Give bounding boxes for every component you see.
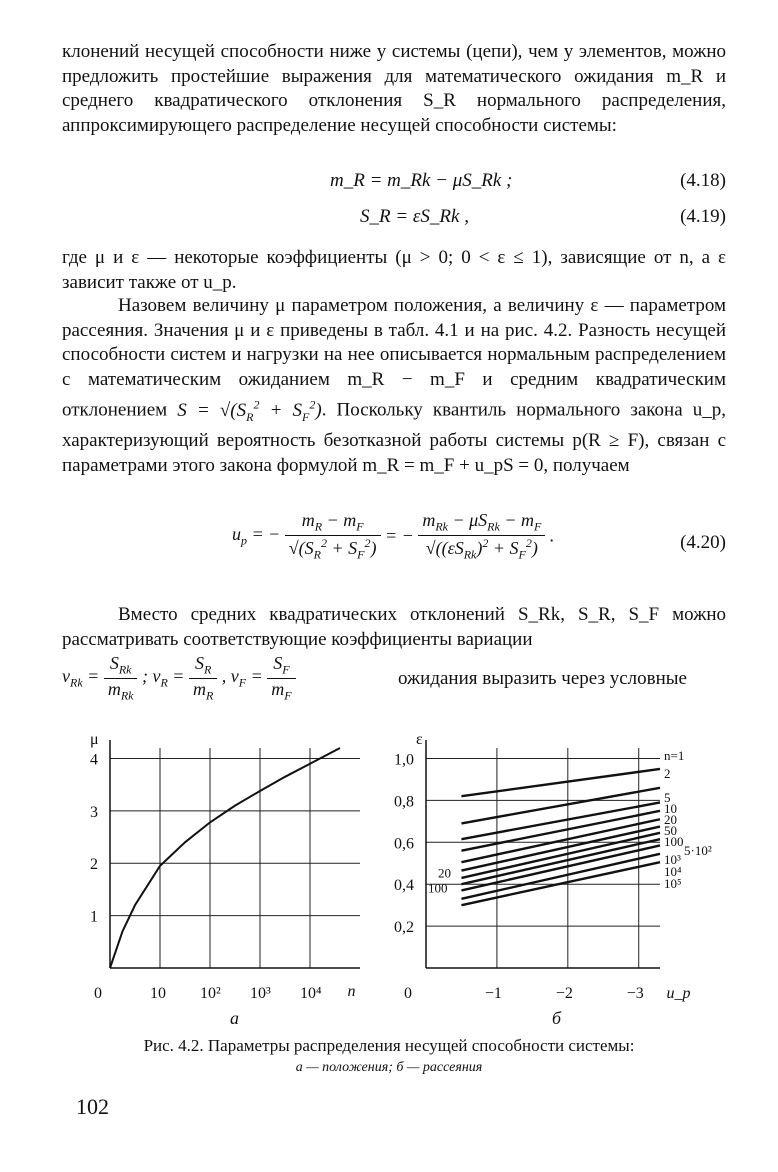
- series-label-right: 10: [664, 801, 677, 816]
- series-label-left: 20: [438, 865, 451, 881]
- chart-b: [390, 728, 730, 1028]
- equation-4-19-text: S_R = εS_Rk ,: [360, 206, 469, 227]
- paragraph-2-text: где μ и ε — некоторые коэффициенты (μ > 0; 0 < ε ≤ 1), зависящие от n, а ε зависит также от u_p.: [62, 247, 726, 293]
- series-label-right: 10³: [664, 852, 681, 867]
- equation-4-18-text: m_R = m_Rk − μS_Rk ;: [330, 170, 513, 191]
- equation-4-18-number: (4.18): [680, 170, 726, 191]
- equation-4-19: [360, 206, 469, 228]
- series-label-right: 100: [664, 834, 684, 849]
- y-tick-label: 0,6: [394, 835, 414, 853]
- series-label-right: 10⁴: [664, 864, 682, 879]
- y-tick-label: 4: [90, 751, 98, 769]
- x-tick-label: 10⁴: [300, 985, 322, 1002]
- x-tick-label: −2: [555, 985, 573, 1002]
- y-tick-label: 2: [90, 856, 98, 874]
- x-tick-label: −3: [626, 985, 644, 1002]
- x-origin-label: 0: [94, 985, 102, 1002]
- x-tick-label: −1: [484, 985, 502, 1002]
- paragraph-3: [62, 294, 726, 478]
- y-axis-label: ε: [416, 731, 423, 748]
- series-label-right: n=1: [664, 748, 685, 763]
- x-tick-label: 10: [150, 985, 166, 1002]
- figure-caption: Рис. 4.2. Параметры распределения несущей способности системы:: [143, 1036, 635, 1055]
- equation-4-19-number: (4.19): [680, 206, 726, 227]
- equation-4-18: [330, 170, 512, 192]
- series-label-right: 50: [664, 823, 677, 838]
- series-label-right: 5·10²: [684, 843, 712, 858]
- y-tick-label: 1: [90, 908, 98, 926]
- mu-curve: [110, 748, 340, 968]
- paragraph-4: [62, 603, 726, 652]
- paragraph-2: [62, 246, 726, 295]
- series-label-right: 2: [664, 766, 671, 781]
- variation-coefficients: $v_{Rk}$ = $\frac{S_{Rk}}{m_{Rk}}$ ; $v_R$ = $\frac{S_R}{m_R}$ , $v_F$ = $\frac{S_F}{m_F}$: [62, 653, 296, 703]
- panel-label-a: а: [230, 1008, 239, 1028]
- y-axis-label: μ: [90, 731, 99, 748]
- paragraph-1-text: клонений несущей способности ниже у системы (цепи), чем у элементов, можно предложить простейшие выражения для математического ожидания m_R и среднего квадратического отклонения S_R нормального распределения, аппроксимирующего распределение несущей способности системы:: [62, 41, 726, 136]
- formula-s-sqrt: $S = √(S_R^2 + S_F^2)$: [177, 397, 322, 424]
- y-tick-label: 0,2: [394, 919, 414, 937]
- y-tick-label: 0,4: [394, 877, 414, 895]
- paragraph-3-text: Назовем величину μ параметром положения, а величину ε — параметром рассеяния. Значения μ и ε приведены в табл. 4.1 и на рис. 4.2. Разность несущей способности систем и нагрузки на нее описывается нормальным распределением с математическим ожиданием m_R − m_F и средним квадратическим отклонением: [62, 295, 726, 421]
- paragraph-4b-text: ожидания выразить через условные: [398, 668, 687, 689]
- y-tick-label: 1,0: [394, 751, 414, 769]
- equation-4-20: $u_p$ = − $\frac{m_R - m_F}{√(S_R^2 + S_F^2)}$ = − $\frac{m_{Rk} - \mu S_{Rk} - m_F}{√((\varepsilon S_{Rk})^2 + S_F^2)}$ .: [232, 510, 555, 562]
- series-label-right: 10⁵: [664, 876, 682, 891]
- paragraph-4-text: Вместо средних квадратических отклонений S_Rk, S_R, S_F можно рассматривать соответствующие коэффициенты вариации: [62, 604, 726, 650]
- x-origin-label: 0: [404, 985, 412, 1002]
- equation-4-20-number: (4.20): [680, 532, 726, 553]
- page-number: 102: [76, 1094, 109, 1119]
- y-tick-label: 3: [90, 803, 98, 821]
- series-label-left: 100: [428, 880, 448, 896]
- y-tick-label: 0,8: [394, 793, 414, 811]
- paragraph-1: [62, 40, 726, 138]
- figure-subcaption: а — положения; б — рассеяния: [295, 1060, 483, 1075]
- series-label-right: 5: [664, 790, 671, 805]
- series-label-right: 20: [664, 812, 677, 827]
- panel-label-b: б: [552, 1008, 562, 1028]
- x-axis-label: u_p: [666, 985, 691, 1002]
- x-tick-label: 10²: [200, 985, 221, 1002]
- paragraph-3b-text: . Поскольку квантиль нормального закона u_p, характеризующий вероятность безотказной работы системы p(R ≥ F), связан с параметрами этого закона формулой m_R = m_F + u_pS = 0, получаем: [62, 399, 727, 476]
- x-axis-label: n: [347, 983, 356, 1000]
- x-tick-label: 10³: [250, 985, 271, 1002]
- chart-a: [80, 728, 410, 1028]
- paragraph-4b: [398, 668, 687, 690]
